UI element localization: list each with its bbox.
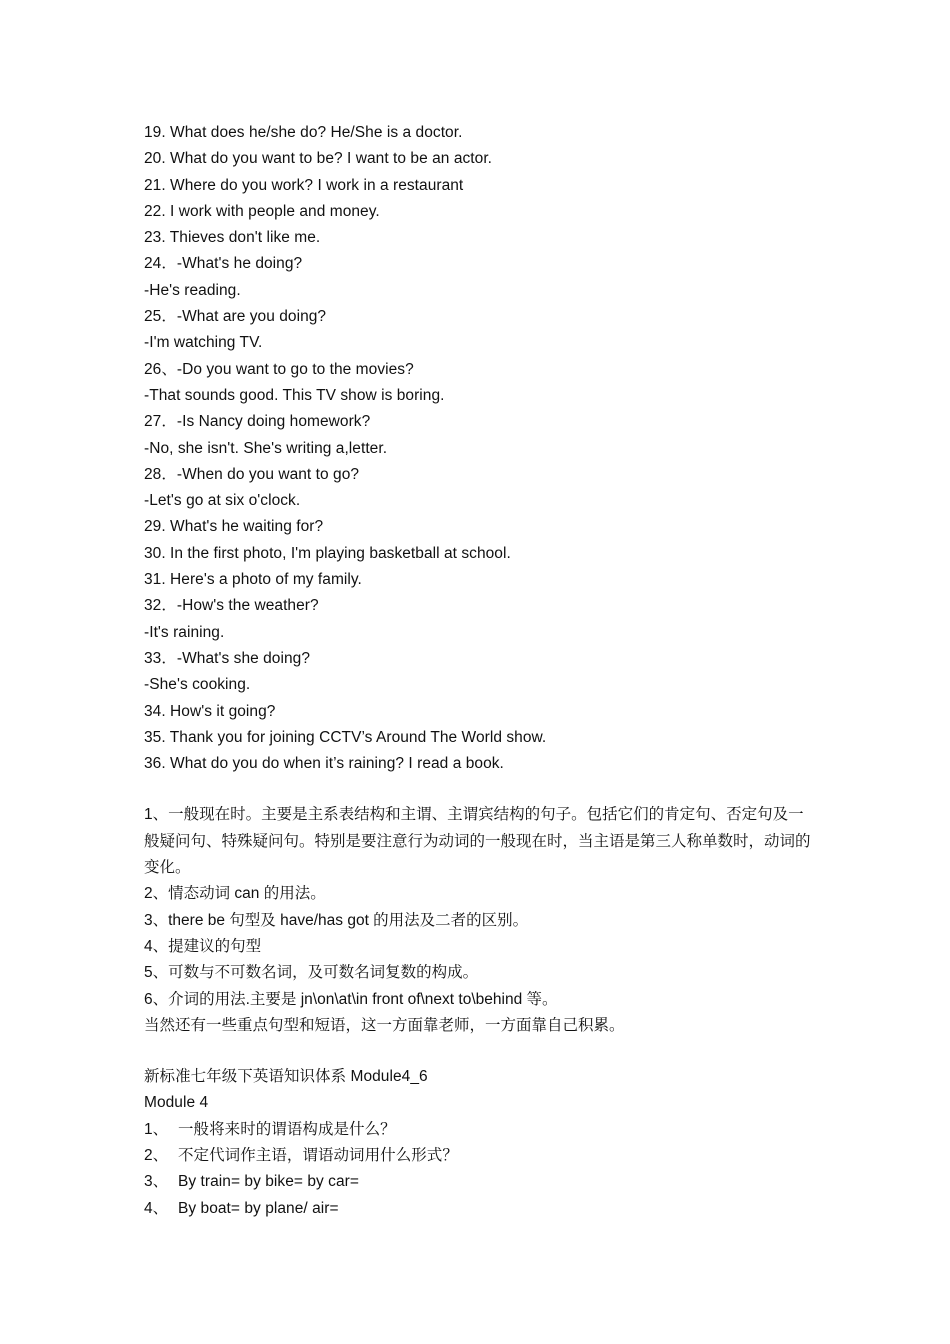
qa-line: -That sounds good. This TV show is boring. [144, 386, 445, 404]
item-number: 4、 [144, 1199, 169, 1217]
qa-line: -He's reading. [144, 281, 241, 299]
item-text: 不定代词作主语，谓语动词用什么形式？ [178, 1146, 458, 1164]
qa-line: 31. Here's a photo of my family. [144, 571, 362, 589]
item-number: 1、 [144, 1120, 169, 1138]
module-item [144, 1169, 824, 1195]
qa-line: 23. Thieves don't like me. [144, 229, 321, 247]
item-text: By boat= by plane/ air= [178, 1199, 339, 1217]
qa-line: 33．-What's she doing? [144, 649, 310, 667]
qa-line: 28．-When do you want to go? [144, 465, 360, 483]
grammar-point-1: 1、一般现在时。主要是主系表结构和主谓、主谓宾结构的句子。包括它们的肯定句、否定句及一般疑问句、特殊疑问句。特别是要注意行为动词的一般现在时，当主语是第三人称单数时，动词的变化。 [144, 806, 811, 877]
grammar-point-4: 4、提建议的句型 [144, 937, 262, 955]
item-number: 2、 [144, 1146, 169, 1164]
qa-line: 26、-Do you want to go to the movies? [144, 360, 414, 378]
qa-line: 30. In the first photo, I'm playing basketball at school. [144, 544, 511, 562]
module-section [144, 1064, 824, 1222]
item-number: 3、 [144, 1173, 169, 1191]
qa-line: 25．-What are you doing? [144, 308, 327, 326]
section-heading: 新标准七年级下英语知识体系 Module4_6 [144, 1068, 428, 1086]
qa-line: -No, she isn't. She's writing a,letter. [144, 439, 388, 457]
section-gap [144, 1039, 824, 1064]
qa-line: 29. What's he waiting for? [144, 518, 324, 536]
qa-line: -She's cooking. [144, 676, 251, 694]
module-title: Module 4 [144, 1094, 209, 1112]
qa-line: 32．-How's the weather? [144, 597, 319, 615]
module-item [144, 1143, 824, 1169]
qa-list [144, 120, 824, 777]
grammar-point-5: 5、可数与不可数名词，及可数名词复数的构成。 [144, 964, 479, 982]
qa-line: -I'm watching TV. [144, 334, 263, 352]
qa-line: 35. Thank you for joining CCTV’s Around The World show. [144, 728, 547, 746]
grammar-points [144, 802, 824, 1039]
grammar-point-2: 2、情态动词 can 的用法。 [144, 885, 326, 903]
qa-line: -It's raining. [144, 623, 225, 641]
grammar-summary: 当然还有一些重点句型和短语，这一方面靠老师，一方面靠自己积累。 [144, 1016, 625, 1034]
qa-line: 27．-Is Nancy doing homework? [144, 413, 371, 431]
qa-line: 22. I work with people and money. [144, 202, 380, 220]
qa-line: 19. What does he/she do? He/She is a doctor. [144, 124, 463, 141]
qa-line: 36. What do you do when it’s raining? I read a book. [144, 755, 504, 773]
qa-line: 24．-What's he doing? [144, 255, 303, 273]
document-page [144, 120, 824, 1222]
qa-line: -Let's go at six o'clock. [144, 492, 301, 510]
item-text: 一般将来时的谓语构成是什么？ [178, 1120, 396, 1138]
grammar-point-3: 3、there be 句型及 have/has got 的用法及二者的区别。 [144, 911, 529, 929]
qa-line: 34. How's it going? [144, 702, 276, 720]
module-item [144, 1117, 824, 1143]
qa-line: 21. Where do you work? I work in a restaurant [144, 176, 464, 194]
grammar-point-6: 6、介词的用法.主要是 jn\on\at\in front of\next to\behind 等。 [144, 990, 558, 1008]
qa-line: 20. What do you want to be? I want to be an actor. [144, 150, 493, 168]
module-item [144, 1196, 824, 1222]
section-gap [144, 777, 824, 802]
item-text: By train= by bike= by car= [178, 1173, 359, 1191]
